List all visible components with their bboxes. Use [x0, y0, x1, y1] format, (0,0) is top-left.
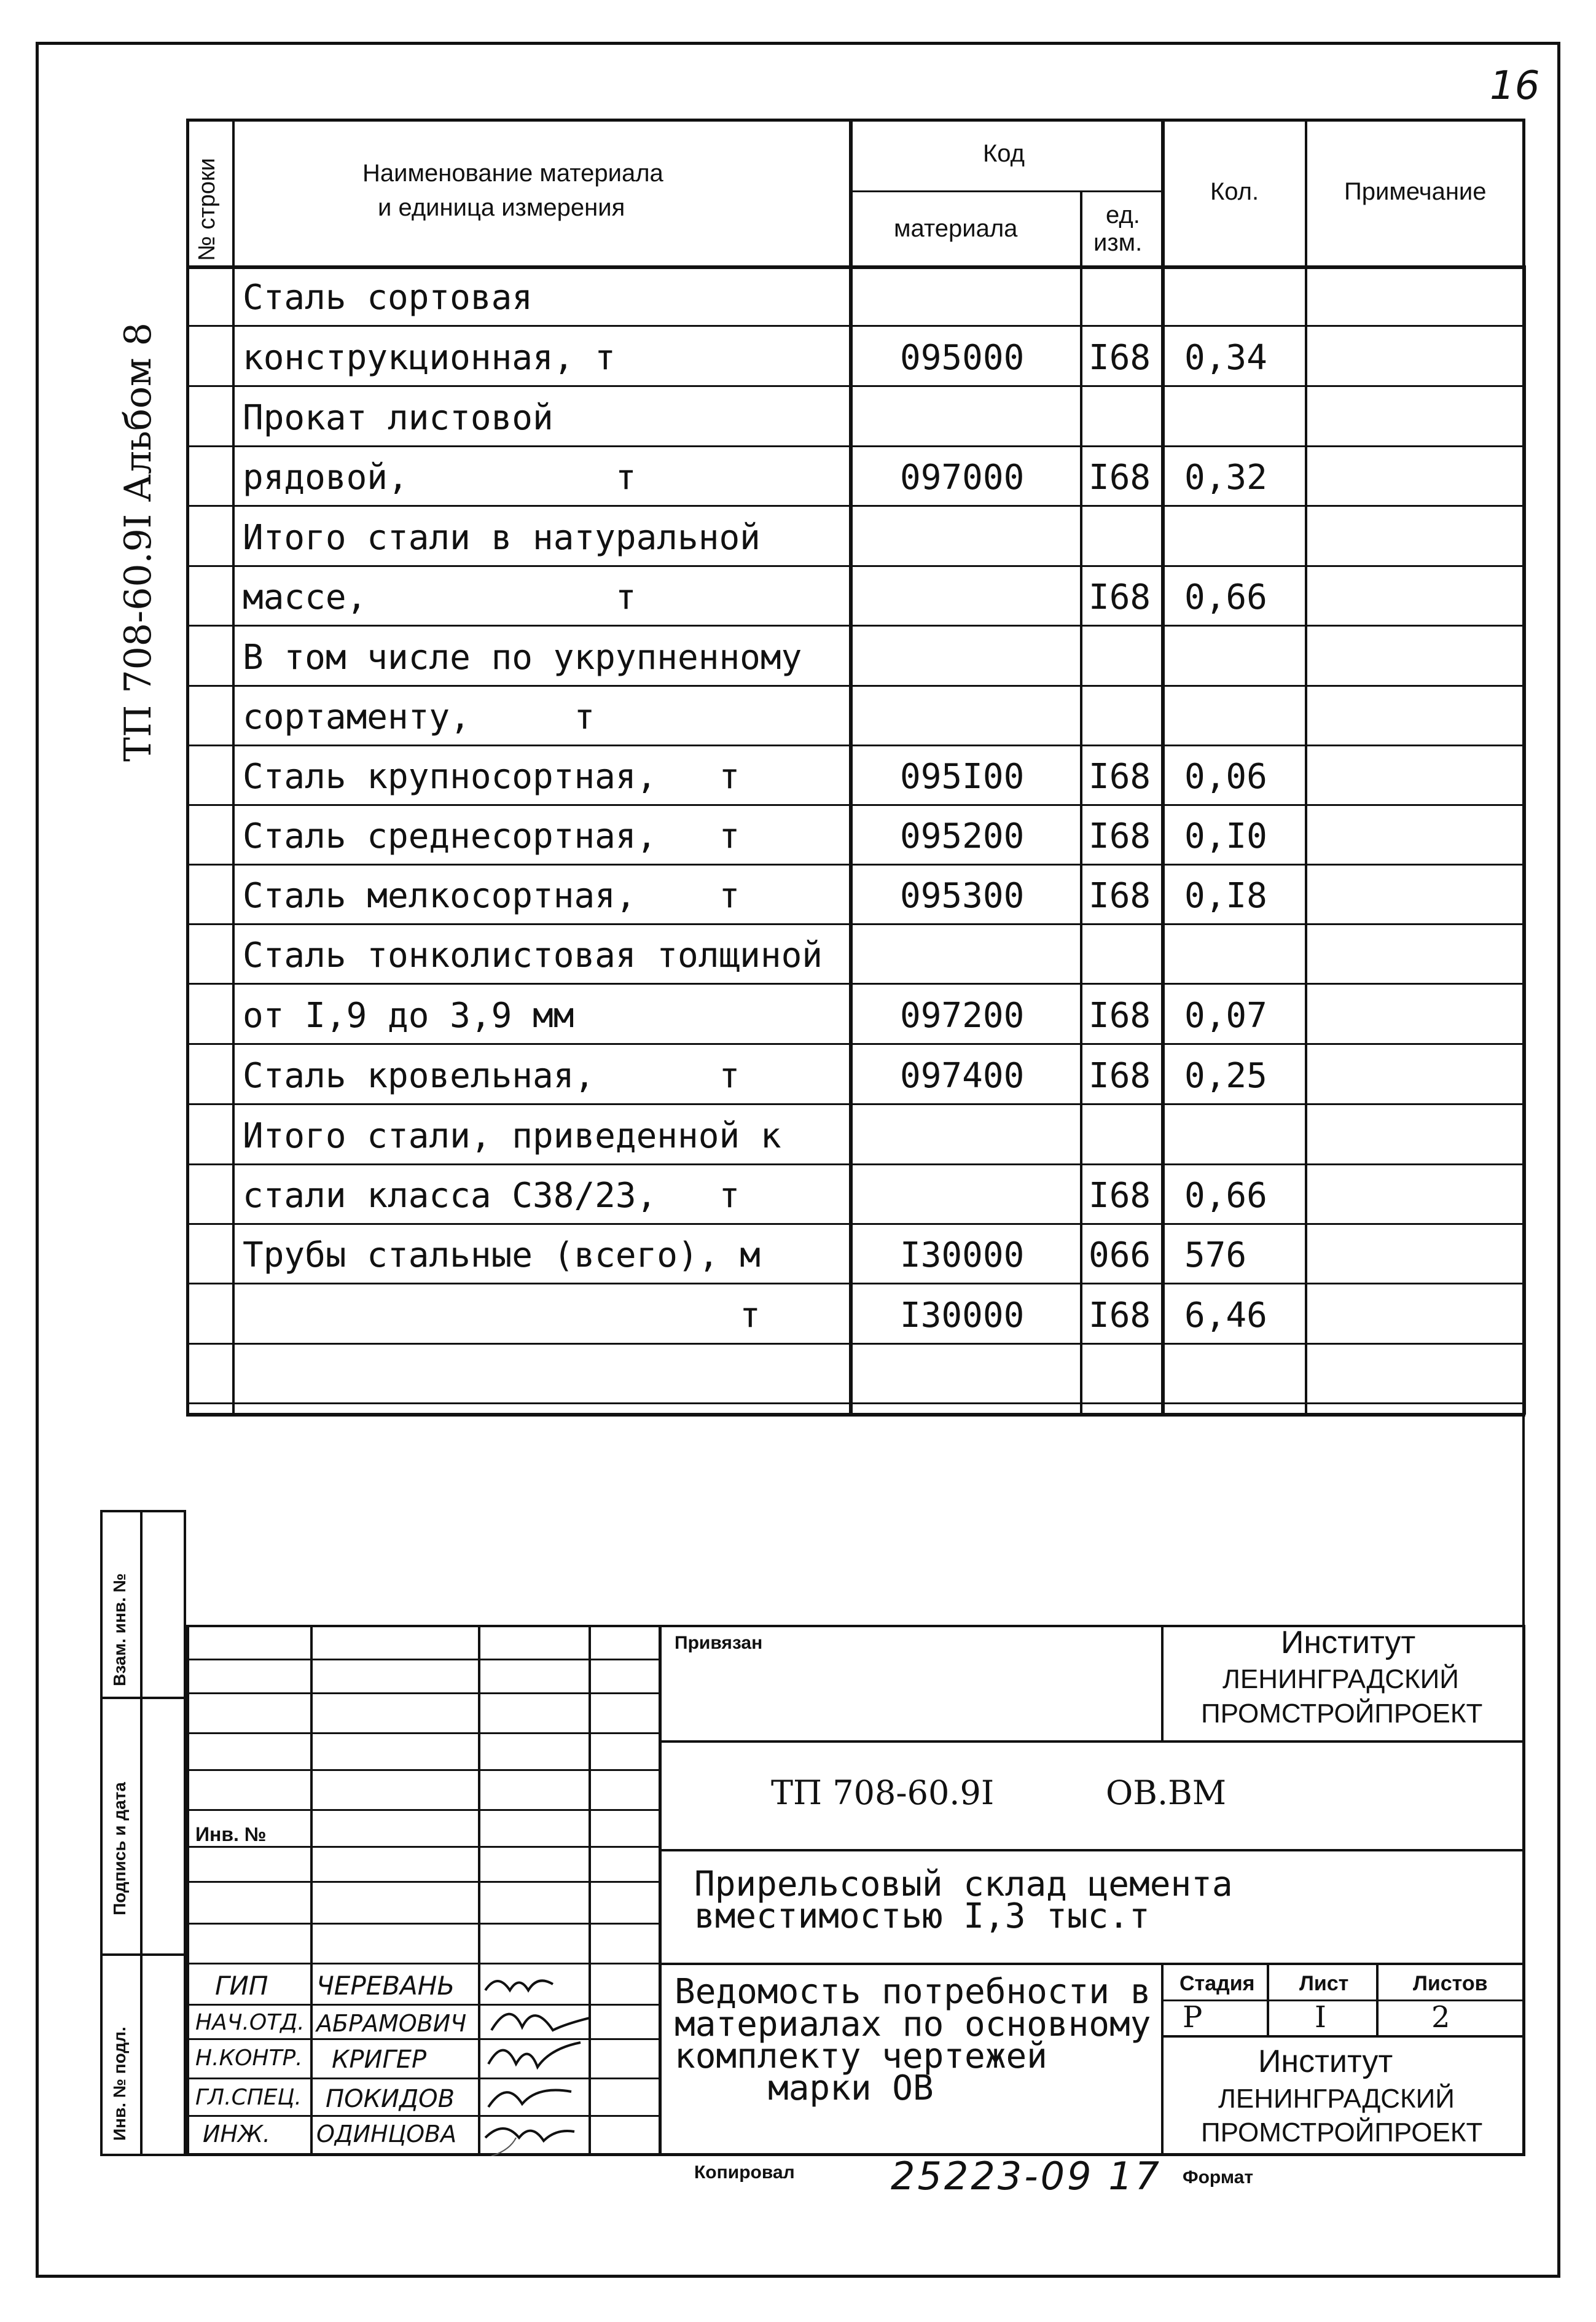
privyazan-label: Привязан	[675, 1633, 763, 1653]
row-qty: 0,06	[1184, 757, 1267, 797]
tb-stage-left	[1161, 1963, 1164, 2156]
row-unit: I68	[1089, 338, 1151, 378]
header-unit-line2: изм.	[1093, 229, 1143, 256]
table-bottom-line	[186, 1413, 1525, 1417]
row-divider	[186, 1223, 1525, 1225]
row-code: 097000	[900, 458, 1025, 498]
row-divider	[186, 1043, 1525, 1045]
institute-bottom-l2: ЛЕНИНГРАДСКИЙ	[1218, 2084, 1455, 2114]
tb-left-row-6	[186, 1846, 659, 1848]
row-unit: I68	[1089, 876, 1151, 916]
tb-institute-top-divider	[1161, 1625, 1164, 1742]
sheet-title-2: материалах по основному	[675, 2004, 1151, 2044]
col-line-qty	[1305, 119, 1307, 1415]
tb-stage-bottom	[1161, 2035, 1525, 2038]
stage-label: Стадия	[1179, 1972, 1255, 1995]
row-unit: I68	[1089, 1296, 1151, 1335]
row-name: Прокат листовой	[243, 398, 554, 438]
stamp-podpis-data: Подпись и дата	[110, 1782, 129, 1915]
project-line1: Прирельсовый склад цемента	[694, 1864, 1233, 1904]
stamp-inv-podl: Инв. № подл.	[110, 2027, 129, 2141]
tb-left-row-9	[186, 1963, 659, 1964]
institute-top-l2: ЛЕНИНГРАДСКИЙ	[1222, 1664, 1459, 1694]
row-divider	[186, 685, 1525, 687]
staff-name-5: ОДИНЦОВА	[316, 2121, 457, 2148]
row-name: стали класса С38/23, т	[243, 1176, 740, 1216]
row-divider	[186, 1103, 1525, 1105]
header-code-material: материала	[894, 215, 1018, 242]
stage-value: Р	[1183, 2000, 1203, 2035]
row-name: конструкционная, т	[243, 338, 616, 378]
institute-top-l3: ПРОМСТРОЙПРОЕКТ	[1201, 1698, 1483, 1729]
row-name: Сталь крупносортная, т	[243, 757, 740, 797]
tb-left-row-7	[186, 1881, 659, 1883]
row-name: от I,9 до 3,9 мм	[243, 996, 574, 1036]
col-line-name	[849, 119, 853, 1415]
tb-left-row-3	[186, 1732, 659, 1734]
institute-bottom-l3: ПРОМСТРОЙПРОЕКТ	[1201, 2117, 1483, 2148]
institute-bottom-l1: Институт	[1258, 2044, 1393, 2079]
row-divider	[186, 385, 1525, 387]
row-qty: 0,32	[1184, 458, 1267, 498]
row-unit: I68	[1089, 816, 1151, 856]
row-qty: 576	[1184, 1235, 1247, 1275]
row-divider	[186, 625, 1525, 627]
header-row-no: № строки	[194, 158, 220, 261]
row-unit: 066	[1089, 1235, 1151, 1275]
row-name: Трубы стальные (всего), м	[243, 1235, 761, 1275]
row-code: 095200	[900, 816, 1025, 856]
row-code: 097400	[900, 1056, 1025, 1096]
row-name: сортаменту, т	[243, 697, 595, 737]
tb-stage-mid	[1161, 2000, 1525, 2001]
row-qty: 0,25	[1184, 1056, 1267, 1096]
side-label: ТП 708-60.9I Альбом 8	[117, 322, 160, 762]
staff-name-1: ЧЕРЕВАНЬ	[316, 1971, 455, 2001]
page-number: 16	[1490, 63, 1540, 109]
header-bottom-line	[186, 265, 1525, 269]
tb-left-row-2	[186, 1692, 659, 1694]
sheet-value: I	[1315, 2000, 1326, 2035]
row-divider	[186, 565, 1525, 567]
row-unit: I68	[1089, 458, 1151, 498]
row-unit: I68	[1089, 577, 1151, 617]
tb-row-code-top	[659, 1740, 1525, 1743]
row-code: I30000	[900, 1296, 1025, 1335]
staff-role-4: ГЛ.СПЕЦ.	[195, 2085, 302, 2110]
header-code: Код	[983, 140, 1025, 167]
row-divider	[186, 445, 1525, 447]
row-name: Сталь сортовая	[243, 278, 533, 318]
tb-left-row-1	[186, 1659, 659, 1660]
tb-left-row-5	[186, 1809, 659, 1811]
row-name: Сталь кровельная, т	[243, 1056, 740, 1096]
row-divider	[186, 505, 1525, 507]
header-note: Примечание	[1344, 178, 1487, 205]
row-divider	[186, 983, 1525, 985]
row-name: Итого стали, приведенной к	[243, 1116, 781, 1156]
staff-name-3: КРИГЕР	[332, 2046, 427, 2074]
row-code: 095I00	[900, 757, 1025, 797]
tb-left-row-4	[186, 1769, 659, 1771]
row-divider	[186, 864, 1525, 866]
header-name-line1: Наименование материала	[362, 160, 663, 187]
row-name: Сталь среднесортная, т	[243, 816, 740, 856]
header-name-line2: и единица измерения	[378, 194, 625, 221]
row-unit: I68	[1089, 1056, 1151, 1096]
sheet-title-4: марки ОВ	[768, 2068, 934, 2108]
tb-left-row-8	[186, 1923, 659, 1925]
sheets-value: 2	[1431, 2000, 1450, 2035]
stamp-line-1	[100, 1697, 186, 1699]
row-name: т	[243, 1296, 761, 1335]
row-qty: 0,I0	[1184, 816, 1267, 856]
row-code: 095000	[900, 338, 1025, 378]
row-qty: 0,07	[1184, 996, 1267, 1036]
code-subheader-line	[849, 190, 1161, 192]
row-qty: 6,46	[1184, 1296, 1267, 1335]
row-name: массе, т	[243, 577, 636, 617]
staff-role-1: ГИП	[215, 1971, 268, 2001]
tb-row-sheet-top	[659, 1963, 1525, 1965]
row-name: Сталь мелкосортная, т	[243, 876, 740, 916]
row-qty: 0,I8	[1184, 876, 1267, 916]
sheets-label: Листов	[1413, 1972, 1488, 1995]
tb-row-project-top	[659, 1849, 1525, 1851]
staff-name-4: ПОКИДОВ	[326, 2085, 455, 2113]
staff-name-2: АБРАМОВИЧ	[316, 2010, 467, 2037]
tb-col-4	[659, 1625, 662, 2156]
col-line-code	[1080, 190, 1082, 1415]
footer-number: 25223-09 17	[891, 2154, 1162, 2199]
row-divider	[186, 1343, 1525, 1345]
col-line-unit	[1161, 119, 1165, 1415]
copied-label: Копировал	[694, 2162, 795, 2183]
row-divider	[186, 804, 1525, 806]
stamp-vzam-inv: Взам. инв. №	[110, 1573, 129, 1686]
sheet-title-3: комплекту чертежей	[675, 2036, 1047, 2076]
col-line-note	[1522, 265, 1526, 1415]
row-divider	[186, 745, 1525, 746]
project-line2: вместимостью I,3 тыс.т	[694, 1896, 1150, 1936]
title-right-connector	[1522, 1413, 1525, 1625]
inv-no-label: Инв. №	[195, 1823, 267, 1845]
staff-role-5: ИНЖ.	[203, 2121, 271, 2148]
row-name: Итого стали в натуральной	[243, 518, 761, 558]
col-line-rowno	[232, 119, 235, 1415]
row-divider	[186, 923, 1525, 925]
header-qty: Кол.	[1210, 178, 1259, 205]
signatures	[479, 1966, 590, 2156]
row-divider	[186, 1283, 1525, 1284]
format-label: Формат	[1183, 2167, 1254, 2187]
doc-mark: ОВ.ВМ	[1106, 1773, 1227, 1812]
staff-role-2: НАЧ.ОТД.	[195, 2010, 305, 2035]
tb-col-1	[310, 1625, 313, 2156]
stamp-strip-divider	[140, 1510, 143, 2156]
sheet-label: Лист	[1299, 1972, 1349, 1995]
staff-role-3: Н.КОНТР.	[195, 2046, 303, 2071]
sheet-title-1: Ведомость потребности в	[675, 1972, 1151, 2012]
row-divider	[186, 1163, 1525, 1165]
row-qty: 0,66	[1184, 577, 1267, 617]
row-divider	[186, 1402, 1525, 1404]
row-qty: 0,34	[1184, 338, 1267, 378]
row-unit: I68	[1089, 1176, 1151, 1216]
row-name: Сталь тонколистовая толщиной	[243, 936, 823, 975]
row-code: 095300	[900, 876, 1025, 916]
stamp-line-2	[100, 1953, 186, 1956]
doc-code: ТП 708-60.9I	[771, 1773, 995, 1812]
header-unit-line1: ед.	[1106, 201, 1140, 229]
row-code: I30000	[900, 1235, 1025, 1275]
row-code: 097200	[900, 996, 1025, 1036]
row-unit: I68	[1089, 757, 1151, 797]
row-unit: I68	[1089, 996, 1151, 1036]
row-divider	[186, 325, 1525, 327]
institute-top-l1: Институт	[1281, 1625, 1416, 1660]
row-name: рядовой, т	[243, 458, 636, 498]
row-qty: 0,66	[1184, 1176, 1267, 1216]
row-name: В том числе по укрупненному	[243, 638, 802, 678]
